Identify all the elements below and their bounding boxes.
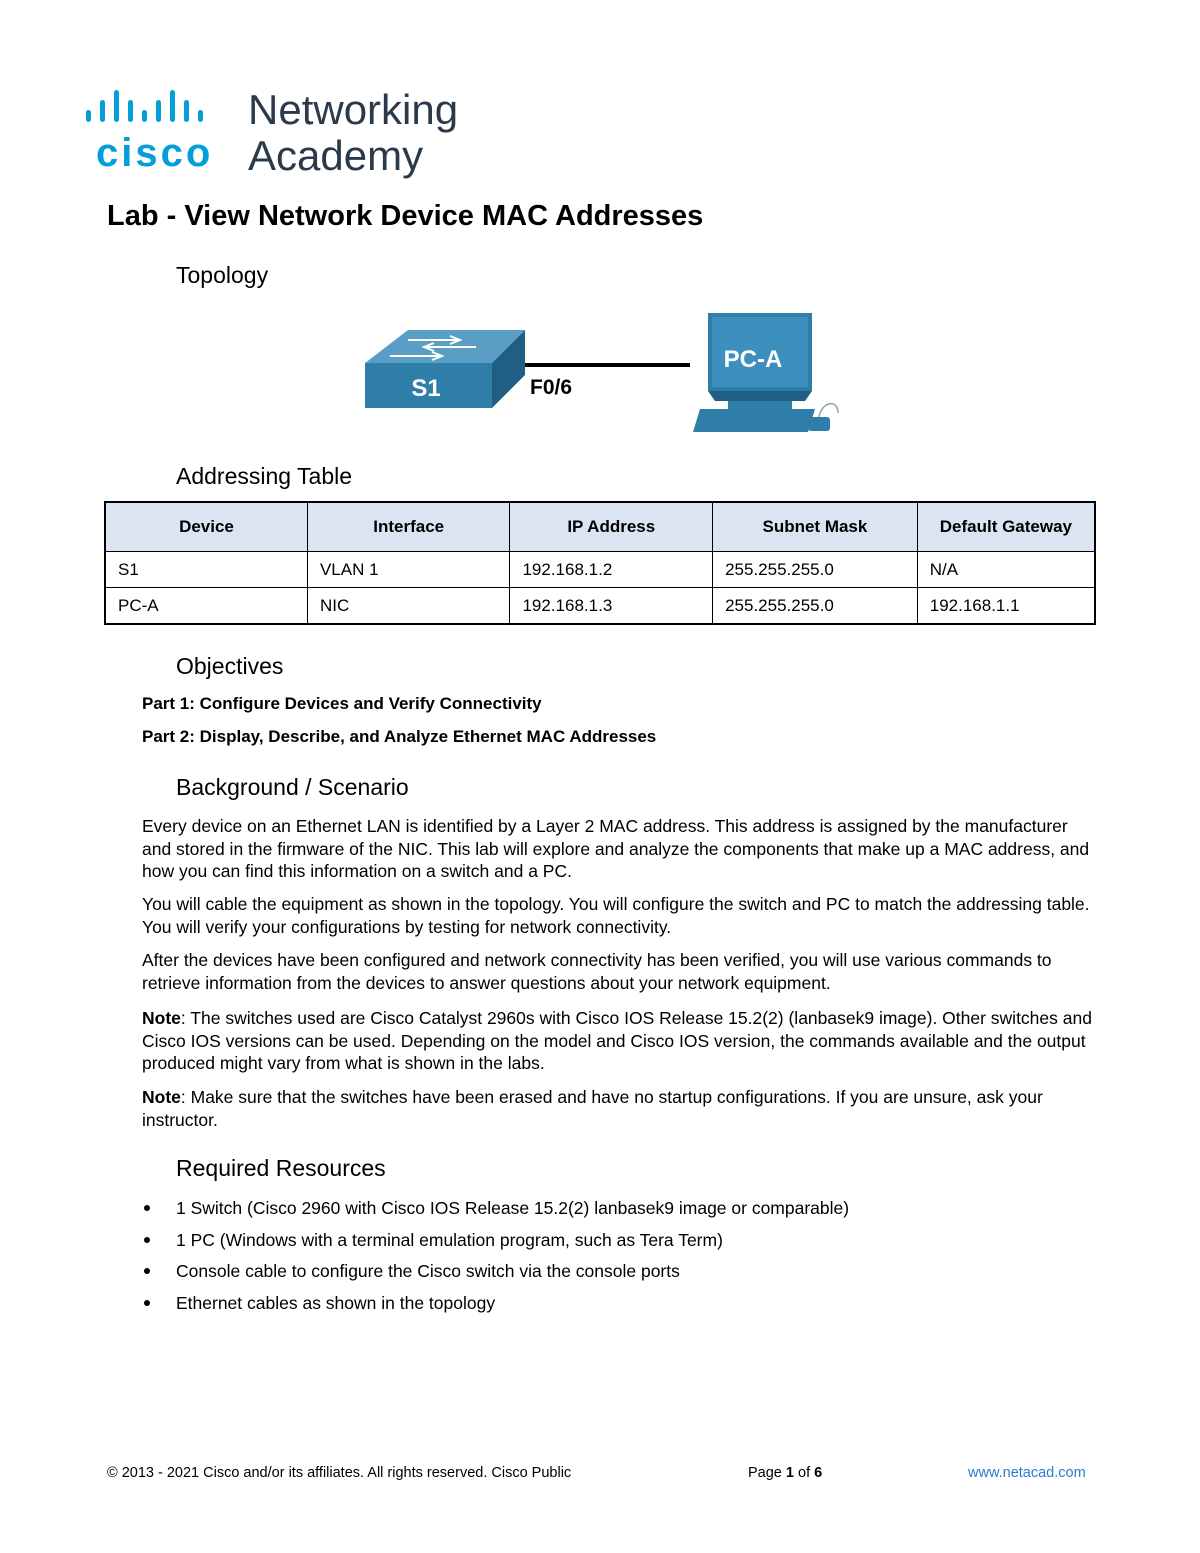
topology-diagram <box>360 305 860 440</box>
header-ip-address: IP Address <box>510 502 713 552</box>
header-device: Device <box>105 502 307 552</box>
pc-label: PC-A <box>723 346 783 373</box>
objective-part-1: Part 1: Configure Devices and Verify Connectivity <box>142 694 542 713</box>
note-text: : Make sure that the switches have been erased and have no startup configurations. If you are unsure, ask your instructor. <box>142 1087 1043 1130</box>
table-cell: NIC <box>307 588 510 625</box>
background-paragraph-1: Every device on an Ethernet LAN is identified by a Layer 2 MAC address. This address is assigned by the manufacturer and stored in the firmware of the NIC. This lab will explore and analyze the components that make up a MAC address, and how you can find this information on a switch and a PC. <box>142 816 1090 881</box>
table-cell: S1 <box>105 552 307 588</box>
table-cell: 192.168.1.2 <box>510 552 713 588</box>
table-header-row <box>105 502 1095 552</box>
bullet-icon <box>144 1205 150 1211</box>
bullet-icon <box>144 1300 150 1306</box>
resources-heading: Required Resources <box>176 1155 386 1181</box>
table-cell: 192.168.1.1 <box>917 588 1095 625</box>
objective-part-2: Part 2: Display, Describe, and Analyze Ethernet MAC Addresses <box>142 727 657 746</box>
cisco-wordmark: cisco <box>96 131 214 175</box>
background-heading: Background / Scenario <box>176 774 409 800</box>
port-label: F0/6 <box>530 376 573 399</box>
list-item: Console cable to configure the Cisco switch via the console ports <box>142 1258 849 1290</box>
background-paragraph-2: You will cable the equipment as shown in the topology. You will configure the switch and PC to match the addressing table. You will verify your configurations by testing for network connectivity. <box>142 894 1090 937</box>
note-label: Note <box>142 1087 181 1107</box>
objectives-heading: Objectives <box>176 653 284 679</box>
resources-list <box>142 1195 849 1321</box>
table-cell: VLAN 1 <box>307 552 510 588</box>
switch-icon <box>365 330 525 408</box>
note-label: Note <box>142 1008 181 1028</box>
addressing-table-heading: Addressing Table <box>176 463 353 489</box>
bullet-icon <box>144 1268 150 1274</box>
page-title: Lab - View Network Device MAC Addresses <box>107 200 704 232</box>
table-cell: 255.255.255.0 <box>713 588 918 625</box>
header-interface: Interface <box>307 502 510 552</box>
table-row <box>105 588 1095 625</box>
list-item: 1 Switch (Cisco 2960 with Cisco IOS Release 15.2(2) lanbasek9 image or comparable) <box>142 1195 849 1227</box>
table-cell: 255.255.255.0 <box>713 552 918 588</box>
footer-netacad-link[interactable]: www.netacad.com <box>968 1465 1086 1481</box>
cisco-bridge-icon <box>86 90 203 122</box>
note-paragraph-2 <box>142 1086 1092 1131</box>
footer-copyright: © 2013 - 2021 Cisco and/or its affiliates. All rights reserved. Cisco Public <box>107 1465 572 1481</box>
header-default-gateway: Default Gateway <box>917 502 1095 552</box>
table-cell: 192.168.1.3 <box>510 588 713 625</box>
logo-line2: Academy <box>248 132 424 179</box>
table-cell: N/A <box>917 552 1095 588</box>
topology-heading: Topology <box>176 262 269 288</box>
bullet-icon <box>144 1237 150 1243</box>
switch-label: S1 <box>411 375 441 402</box>
list-item: 1 PC (Windows with a terminal emulation program, such as Tera Term) <box>142 1227 849 1259</box>
table-row <box>105 552 1095 588</box>
cisco-networking-academy-logo <box>84 86 484 182</box>
addressing-table <box>104 501 1096 625</box>
note-text: : The switches used are Cisco Catalyst 2960s with Cisco IOS Release 15.2(2) (lanbasek9 image). Other switches and Cisco IOS versions can be used. Depending on the model and Cisco IOS version, the commands available and the output produced might vary from what is shown in the labs. <box>142 1008 1092 1073</box>
table-cell: PC-A <box>105 588 307 625</box>
footer-page-number: Page 1 of 6 <box>748 1465 823 1481</box>
logo-line1: Networking <box>248 86 459 133</box>
background-paragraph-3: After the devices have been configured and network connectivity has been verified, you will use various commands to retrieve information from the devices to answer questions about your network equipment. <box>142 950 1052 993</box>
note-paragraph-1 <box>142 1007 1092 1075</box>
header-subnet-mask: Subnet Mask <box>713 502 918 552</box>
list-item: Ethernet cables as shown in the topology <box>142 1290 849 1322</box>
